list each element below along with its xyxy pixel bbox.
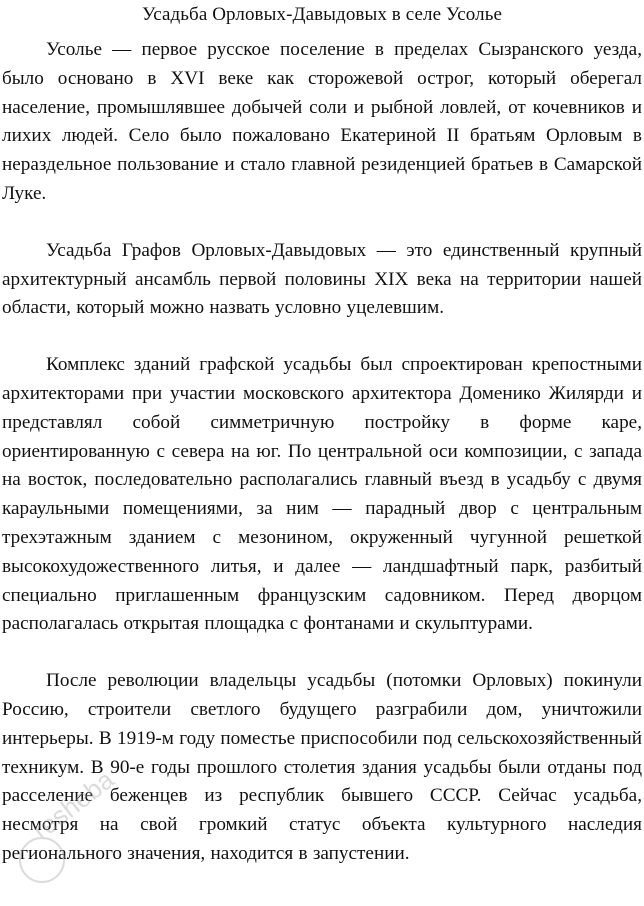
paragraph-1: Усолье — первое русское поселение в пределах Сызранского уезда, было основано в XVI веке как сторожевой острог, который оберегал население, промышлявшее добычей соли и рыбной ловлей, от кочевников и лихих людей. Село было пожаловано Екатериной II братьям Орловым в нераздельное пользование и стало главной резиденцией братьев в Самарской Луке. — [2, 39, 642, 204]
paragraph-4: После революции владельцы усадьбы (потомки Орловых) покинули Россию, строители светлого будущего разграбили дом, уничтожили интерьеры. В 1919-м году поместье приспособили под сельскохозяйственный техникум. В 90-е годы прошлого столетия здания усадьбы были отданы под расселение беженцев из республик бывшего СССР. Сейчас усадьба, несмотря на свой громкий статус объекта культурного наследия регионального значения, находится в запустении. — [2, 670, 642, 864]
watermark-text: resheba — [26, 764, 120, 846]
paragraph-2: Усадьба Графов Орловых-Давыдовых — это единственный крупный архитектурный ансамбль первой половины XIX века на территории нашей области, который можно назвать условно уцелевшим. — [2, 239, 642, 319]
document-title: Усадьба Орловых-Давыдовых в селе Усолье — [141, 4, 503, 25]
paragraph-3: Комплекс зданий графской усадьбы был спроектирован крепостными архитекторами при участии московского архитектора Доменико Жилярди и представлял собой симметричную постройку в форме каре, ориентированную с севера на юг. По центральной оси композиции, с запада на восток, последовательно располагались главный въезд в усадьбу с двумя караульными помещениями, за ним — парадный двор с центральным трехэтажным зданием с мезонином, окруженный чугунной решеткой высокохудожественного литья, и далее — ландшафтный парк, разбитый специально приглашенным французским садовником. Перед дворцом располагалась открытая площадка с фонтанами и скульптурами. — [2, 354, 642, 635]
